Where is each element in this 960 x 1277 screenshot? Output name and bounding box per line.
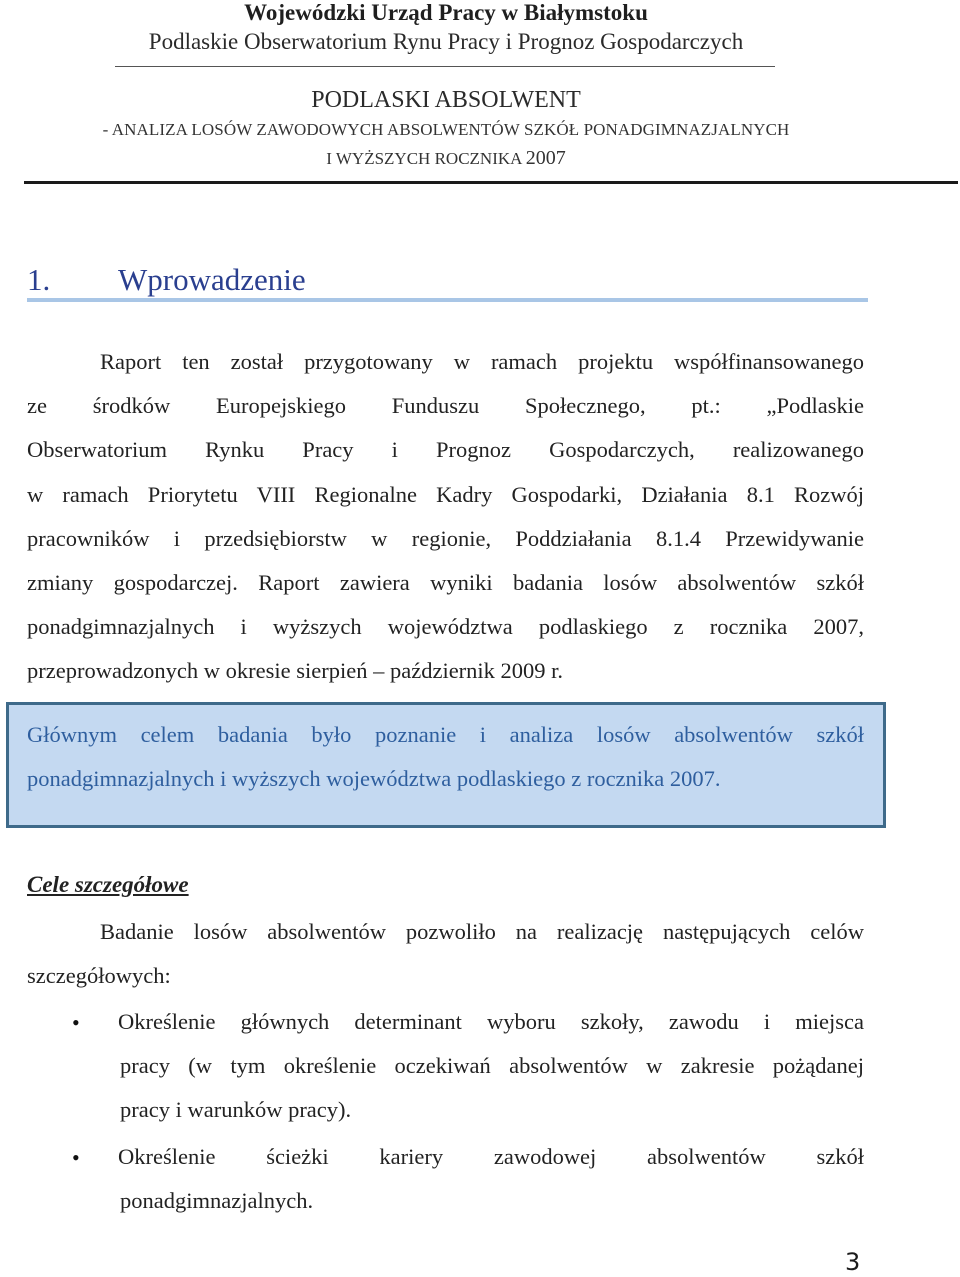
paragraph-line: przeprowadzonych w okresie sierpień – październik 2009 r. bbox=[27, 658, 564, 684]
paragraph-line: szczegółowych: bbox=[27, 963, 171, 989]
bullet-line: pracy (w tym określenie oczekiwań absolwentów w zakresie pożądanej bbox=[120, 1053, 864, 1079]
bullet-marker: • bbox=[72, 1145, 80, 1170]
intro-paragraph bbox=[27, 340, 864, 694]
page-number: 3 bbox=[845, 1248, 861, 1276]
paragraph-line: ponadgimnazjalnych i wyższych województwa podlaskiego z rocznika 2007, bbox=[27, 614, 864, 640]
goal-line: ponadgimnazjalnych i wyższych województwa podlaskiego z rocznika 2007. bbox=[27, 766, 721, 792]
institution-name: Wojewódzki Urząd Pracy w Białymstoku bbox=[244, 0, 648, 25]
paragraph-line: w ramach Priorytetu VIII Regionalne Kadry Gospodarki, Działania 8.1 Rozwój bbox=[27, 481, 864, 507]
section-title: Wprowadzenie bbox=[118, 262, 306, 297]
bullet-line: Określenie głównych determinant wyboru szkoły, zawodu i miejsca bbox=[118, 1009, 864, 1034]
observatory-name: Podlaskie Obserwatorium Rynu Pracy i Prognoz Gospodarczych bbox=[148, 29, 744, 54]
report-title: PODLASKI ABSOLWENT bbox=[311, 87, 581, 113]
paragraph-line: Obserwatorium Rynku Pracy i Prognoz Gospodarczych, realizowanego bbox=[27, 437, 864, 463]
report-subtitle-line-2 bbox=[0, 147, 892, 170]
report-subtitle-year: 2007 bbox=[525, 147, 566, 169]
report-subtitle-line-1: - ANALIZA LOSÓW ZAWODOWYCH ABSOLWENTÓW SZKÓŁ PONADGIMNAZJALNYCH bbox=[102, 120, 790, 139]
detailed-goals-heading: Cele szczegółowe bbox=[27, 872, 189, 897]
paragraph-line: pracowników i przedsiębiorstw w regionie, Poddziałania 8.1.4 Przewidywanie bbox=[27, 525, 864, 551]
bullet-item bbox=[118, 1135, 864, 1223]
paragraph-line: zmiany gospodarczej. Raport zawiera wyniki badania losów absolwentów szkół bbox=[27, 569, 864, 595]
bullet-line: Określenie ścieżki kariery zawodowej absolwentów szkół bbox=[118, 1144, 864, 1169]
detailed-goals-intro bbox=[27, 910, 864, 998]
header-bottom-rule bbox=[24, 181, 958, 184]
bullet-line: pracy i warunków pracy). bbox=[120, 1097, 352, 1123]
section-underline bbox=[27, 298, 868, 302]
report-subtitle-prefix: I WYŻSZYCH ROCZNIKA bbox=[326, 149, 522, 168]
section-number: 1. bbox=[27, 262, 51, 297]
paragraph-line: ze środków Europejskiego Funduszu Społecznego, pt.: „Podlaskie bbox=[27, 393, 864, 419]
paragraph-line: Raport ten został przygotowany w ramach projektu współfinansowanego bbox=[100, 349, 864, 374]
bullet-item bbox=[118, 1000, 864, 1133]
header-divider bbox=[115, 66, 775, 67]
goal-line: Głównym celem badania było poznanie i analiza losów absolwentów szkół bbox=[27, 722, 864, 747]
bullet-marker: • bbox=[72, 1010, 80, 1035]
bullet-line: ponadgimnazjalnych. bbox=[120, 1188, 314, 1214]
paragraph-line: Badanie losów absolwentów pozwoliło na realizację następujących celów bbox=[100, 919, 864, 944]
main-goal-text bbox=[27, 713, 864, 801]
